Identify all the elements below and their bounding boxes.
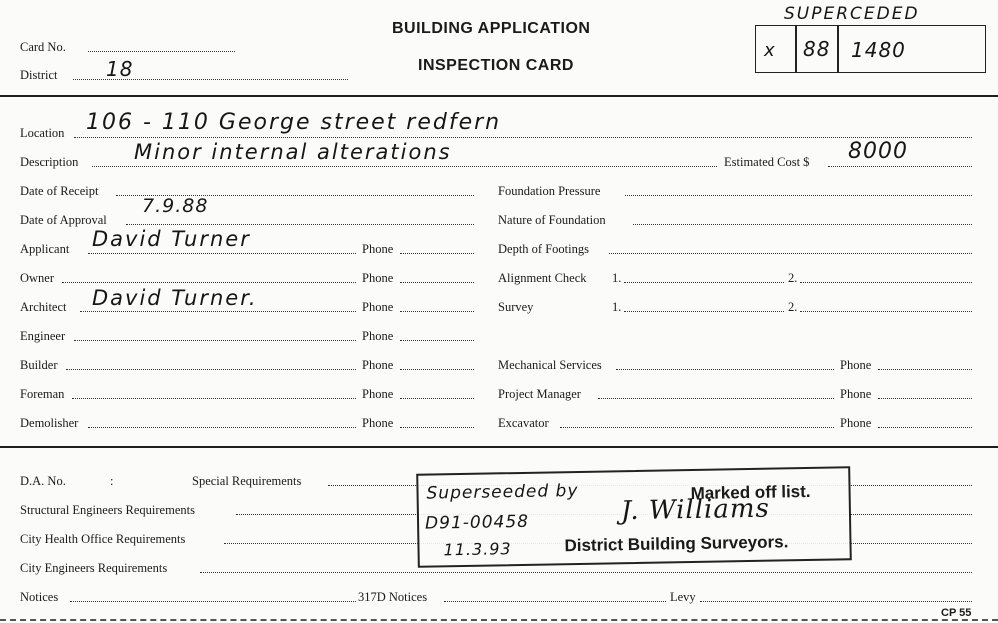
applicant-field[interactable]: [88, 253, 356, 254]
architect-label: Architect: [20, 300, 67, 314]
mechanical-services-phone-field[interactable]: [878, 369, 972, 370]
alignment-check-field-2[interactable]: [800, 282, 972, 283]
alignment-check-num-1: 1.: [612, 271, 622, 285]
architect-field[interactable]: [80, 311, 356, 312]
builder-field[interactable]: [66, 369, 356, 370]
stamp-marked-off: Marked off list.: [690, 481, 811, 504]
reference-divider: [837, 26, 839, 72]
foreman-phone-field[interactable]: [400, 398, 474, 399]
notices-317d-field[interactable]: [444, 601, 666, 602]
foreman-label: Foreman: [20, 387, 65, 401]
owner-label: Owner: [20, 271, 55, 285]
applicant-value: David Turner: [92, 227, 251, 251]
excavator-field[interactable]: [560, 427, 834, 428]
card-no-label: Card No.: [20, 40, 66, 54]
alignment-check-field-1[interactable]: [624, 282, 784, 283]
applicant-phone-field[interactable]: [400, 253, 474, 254]
district-label: District: [20, 68, 58, 82]
mechanical-services-phone-label: Phone: [840, 358, 872, 372]
stamp-signature: J. Williams: [620, 493, 771, 527]
applicant-phone-label: Phone: [362, 242, 394, 256]
nature-of-foundation-field[interactable]: [633, 224, 972, 225]
foreman-field[interactable]: [72, 398, 356, 399]
engineer-label: Engineer: [20, 329, 66, 343]
reference-divider: [795, 26, 797, 72]
notices-317d-label: 317D Notices: [358, 590, 428, 604]
card-bottom-edge: [0, 619, 998, 623]
architect-phone-field[interactable]: [400, 311, 474, 312]
location-value: 106 - 110 George street redfern: [86, 110, 502, 135]
estimated-cost-value: 8000: [848, 139, 908, 164]
stamp-superseded-note: Superseeded by: [426, 480, 579, 504]
applicant-label: Applicant: [20, 242, 70, 256]
reference-cell-year: 88: [803, 37, 831, 61]
architect-value: David Turner.: [92, 286, 258, 310]
engineer-phone-field[interactable]: [400, 340, 474, 341]
project-manager-phone-label: Phone: [840, 387, 872, 401]
city-engineers-requirements-field[interactable]: [200, 572, 972, 573]
project-manager-label: Project Manager: [498, 387, 581, 401]
demolisher-label: Demolisher: [20, 416, 79, 430]
structural-requirements-label: Structural Engineers Requirements: [20, 503, 195, 517]
reference-cell-x: x: [764, 40, 776, 61]
architect-phone-label: Phone: [362, 300, 394, 314]
survey-field-1[interactable]: [624, 311, 784, 312]
estimated-cost-field[interactable]: [828, 166, 972, 167]
card-no-field[interactable]: [88, 51, 235, 52]
builder-phone-field[interactable]: [400, 369, 474, 370]
project-manager-phone-field[interactable]: [878, 398, 972, 399]
project-manager-field[interactable]: [598, 398, 834, 399]
alignment-check-num-2: 2.: [788, 271, 798, 285]
section-divider: [0, 446, 998, 448]
survey-num-1: 1.: [612, 300, 622, 314]
date-of-approval-field[interactable]: [126, 224, 474, 225]
location-label: Location: [20, 126, 65, 140]
excavator-phone-label: Phone: [840, 416, 872, 430]
survey-label: Survey: [498, 300, 534, 314]
alignment-check-label: Alignment Check: [498, 271, 587, 285]
page-title: BUILDING APPLICATION: [392, 20, 591, 37]
survey-num-2: 2.: [788, 300, 798, 314]
levy-label: Levy: [670, 590, 696, 604]
mechanical-services-field[interactable]: [616, 369, 834, 370]
survey-field-2[interactable]: [800, 311, 972, 312]
special-requirements-label: Special Requirements: [192, 474, 302, 488]
city-engineers-requirements-label: City Engineers Requirements: [20, 561, 168, 575]
notices-field[interactable]: [70, 601, 356, 602]
excavator-phone-field[interactable]: [878, 427, 972, 428]
owner-phone-label: Phone: [362, 271, 394, 285]
stamp-date: 11.3.93: [443, 539, 512, 560]
estimated-cost-label: Estimated Cost $: [724, 155, 810, 169]
superceded-note: SUPERCEDED: [784, 4, 920, 24]
reference-cell-number: 1480: [851, 38, 906, 62]
demolisher-phone-field[interactable]: [400, 427, 474, 428]
date-of-approval-label: Date of Approval: [20, 213, 107, 227]
description-value: Minor internal alterations: [134, 140, 452, 164]
date-of-approval-value: 7.9.88: [142, 195, 209, 217]
stamp-surveyors: District Building Surveyors.: [564, 532, 789, 556]
da-no-colon: :: [110, 474, 114, 488]
depth-of-footings-label: Depth of Footings: [498, 242, 589, 256]
engineer-field[interactable]: [74, 340, 356, 341]
description-label: Description: [20, 155, 79, 169]
form-code: CP 55: [941, 607, 972, 619]
owner-field[interactable]: [62, 282, 356, 283]
demolisher-field[interactable]: [88, 427, 356, 428]
notices-label: Notices: [20, 590, 59, 604]
owner-phone-field[interactable]: [400, 282, 474, 283]
page-subtitle: INSPECTION CARD: [418, 57, 574, 74]
district-value: 18: [106, 57, 134, 81]
da-no-label: D.A. No.: [20, 474, 66, 488]
date-of-receipt-label: Date of Receipt: [20, 184, 99, 198]
foundation-pressure-label: Foundation Pressure: [498, 184, 601, 198]
stamp-reference-number: D91-00458: [424, 511, 530, 534]
excavator-label: Excavator: [498, 416, 549, 430]
engineer-phone-label: Phone: [362, 329, 394, 343]
foundation-pressure-field[interactable]: [625, 195, 972, 196]
city-health-requirements-label: City Health Office Requirements: [20, 532, 186, 546]
superseded-stamp: [416, 466, 852, 568]
builder-phone-label: Phone: [362, 358, 394, 372]
builder-label: Builder: [20, 358, 58, 372]
depth-of-footings-field[interactable]: [609, 253, 972, 254]
foreman-phone-label: Phone: [362, 387, 394, 401]
mechanical-services-label: Mechanical Services: [498, 358, 602, 372]
demolisher-phone-label: Phone: [362, 416, 394, 430]
section-divider: [0, 95, 998, 97]
levy-field[interactable]: [700, 601, 972, 602]
location-field[interactable]: [74, 137, 972, 138]
nature-of-foundation-label: Nature of Foundation: [498, 213, 606, 227]
description-field[interactable]: [92, 166, 717, 167]
